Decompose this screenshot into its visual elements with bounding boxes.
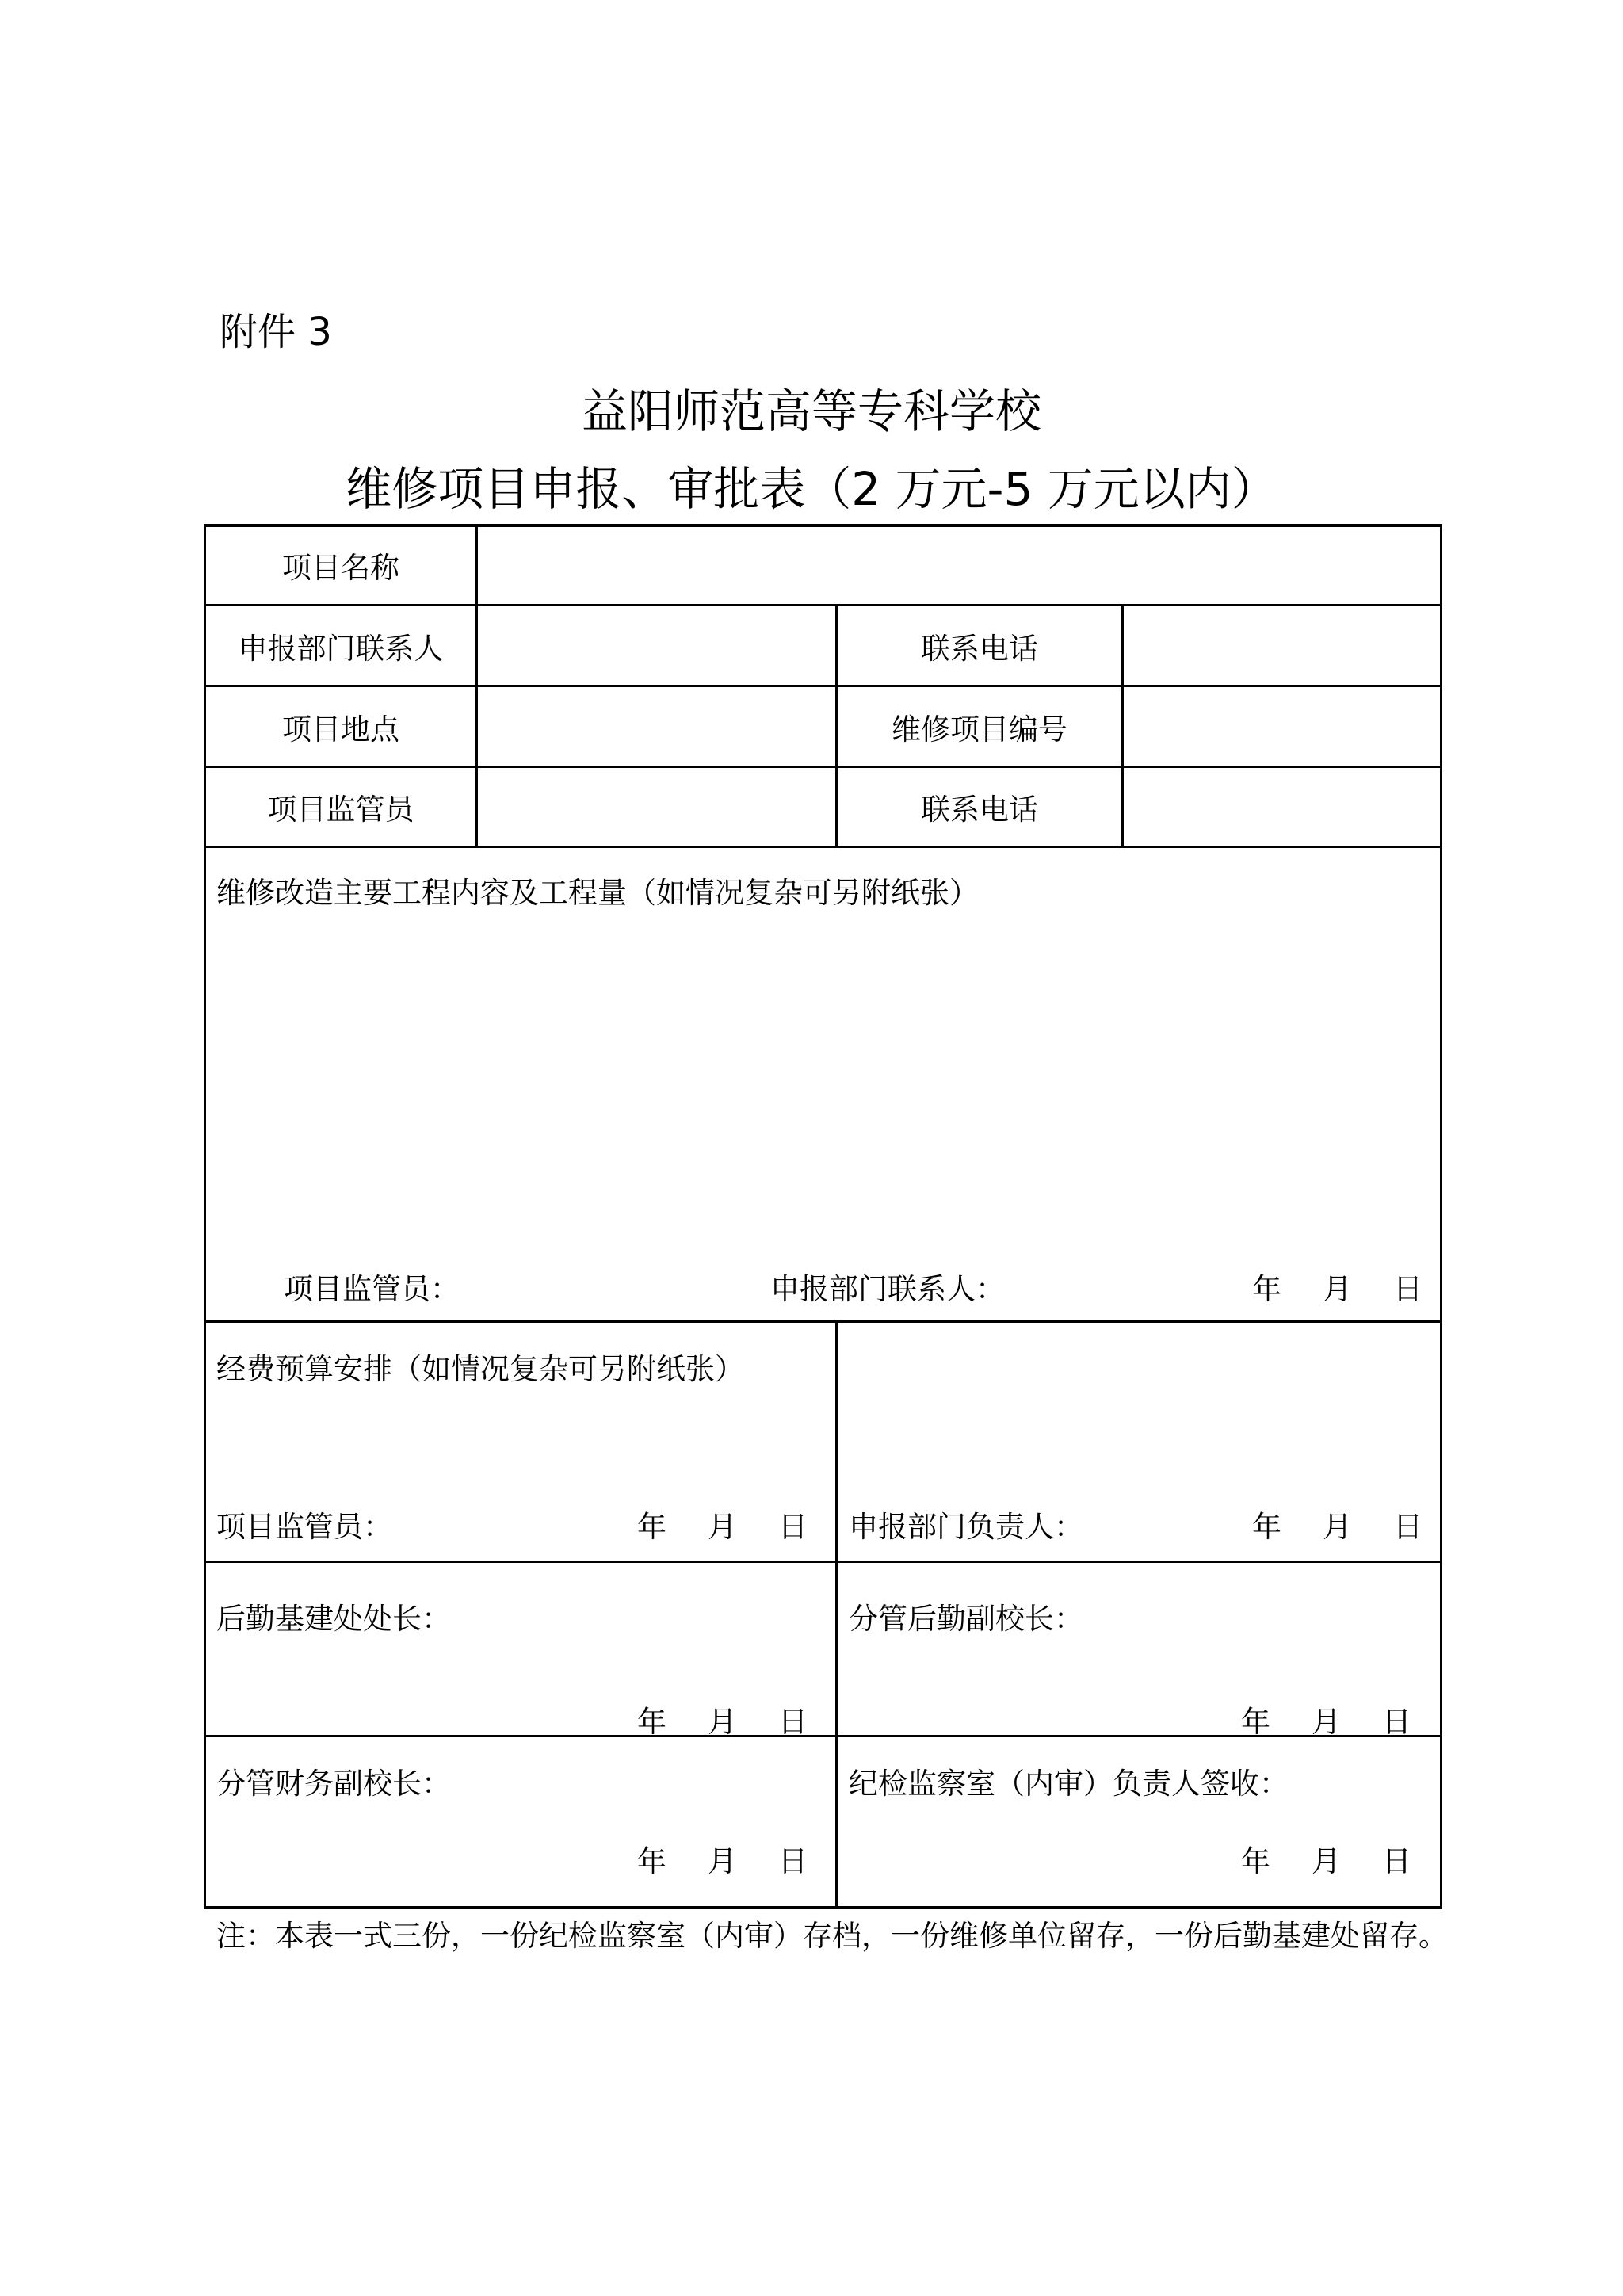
project-supervisor-field[interactable]: [478, 768, 835, 846]
content-date: [1252, 1265, 1423, 1308]
title-school: 益阳师范高等专科学校: [581, 384, 1041, 438]
project-name-field[interactable]: [478, 526, 1440, 604]
attachment-label: 附件 3: [220, 310, 332, 354]
date-day: 日: [1382, 1844, 1411, 1878]
label-project-location: 项目地点: [282, 712, 399, 747]
content-supervisor-label: 项目监管员：: [284, 1272, 460, 1306]
table-line: [1440, 524, 1442, 1909]
table-line: [204, 1906, 1442, 1909]
logistics-head-label: 后勤基建处处长：: [216, 1602, 451, 1636]
table-line: [204, 1561, 1442, 1563]
date-day: 日: [1393, 1510, 1423, 1544]
contact-phone-field[interactable]: [1124, 606, 1440, 685]
date-month: 月: [1312, 1844, 1341, 1878]
label-contact-phone: 联系电话: [921, 631, 1038, 666]
footer-note: 注：本表一式三份，一份纪检监察室（内审）存档，一份维修单位留存，一份后勤基建处留存。: [216, 1919, 1448, 1953]
content-dept-contact-label: 申报部门联系人：: [770, 1272, 1005, 1306]
vp-finance-date: [637, 1837, 808, 1880]
vp-logistics-label: 分管后勤副校长：: [849, 1602, 1083, 1636]
date-day: 日: [1382, 1705, 1411, 1739]
discipline-office-label: 纪检监察室（内审）负责人签收：: [849, 1767, 1289, 1801]
project-location-field[interactable]: [478, 687, 835, 766]
label-dept-contact: 申报部门联系人: [238, 631, 444, 666]
title-form: 维修项目申报、审批表（2 万元-5 万元以内）: [346, 462, 1277, 516]
date-month: 月: [708, 1844, 737, 1878]
date-year: 年: [1252, 1510, 1281, 1544]
budget-dept-head-date: [1252, 1503, 1423, 1545]
table-line: [204, 1320, 1442, 1323]
table-line: [204, 846, 1442, 848]
budget-supervisor-date: [637, 1503, 808, 1545]
label-project-name: 项目名称: [282, 551, 399, 585]
date-year: 年: [637, 1510, 666, 1544]
date-day: 日: [778, 1510, 808, 1544]
budget-supervisor-label: 项目监管员：: [216, 1510, 392, 1544]
table-line: [835, 1320, 838, 1908]
label-contact-phone-2: 联系电话: [921, 793, 1038, 827]
date-year: 年: [637, 1705, 666, 1739]
date-year: 年: [1241, 1844, 1270, 1878]
date-day: 日: [778, 1844, 808, 1878]
date-month: 月: [1312, 1705, 1341, 1739]
label-project-number: 维修项目编号: [892, 712, 1067, 747]
date-month: 月: [708, 1510, 737, 1544]
date-year: 年: [637, 1844, 666, 1878]
dept-contact-field[interactable]: [478, 606, 835, 685]
date-month: 月: [1323, 1272, 1352, 1306]
contact-phone-2-field[interactable]: [1124, 768, 1440, 846]
budget-dept-head-label: 申报部门负责人：: [849, 1510, 1083, 1544]
project-number-field[interactable]: [1124, 687, 1440, 766]
date-month: 月: [1323, 1510, 1352, 1544]
content-heading: 维修改造主要工程内容及工程量（如情况复杂可另附纸张）: [216, 876, 979, 910]
budget-heading: 经费预算安排（如情况复杂可另附纸张）: [216, 1352, 744, 1386]
label-project-supervisor: 项目监管员: [267, 793, 414, 827]
date-month: 月: [708, 1705, 737, 1739]
date-year: 年: [1252, 1272, 1281, 1306]
vp-finance-label: 分管财务副校长：: [216, 1767, 451, 1801]
date-day: 日: [778, 1705, 808, 1739]
vp-logistics-date: [1241, 1698, 1411, 1740]
discipline-office-date: [1241, 1837, 1411, 1880]
logistics-head-date: [637, 1698, 808, 1740]
date-day: 日: [1393, 1272, 1423, 1306]
date-year: 年: [1241, 1705, 1270, 1739]
